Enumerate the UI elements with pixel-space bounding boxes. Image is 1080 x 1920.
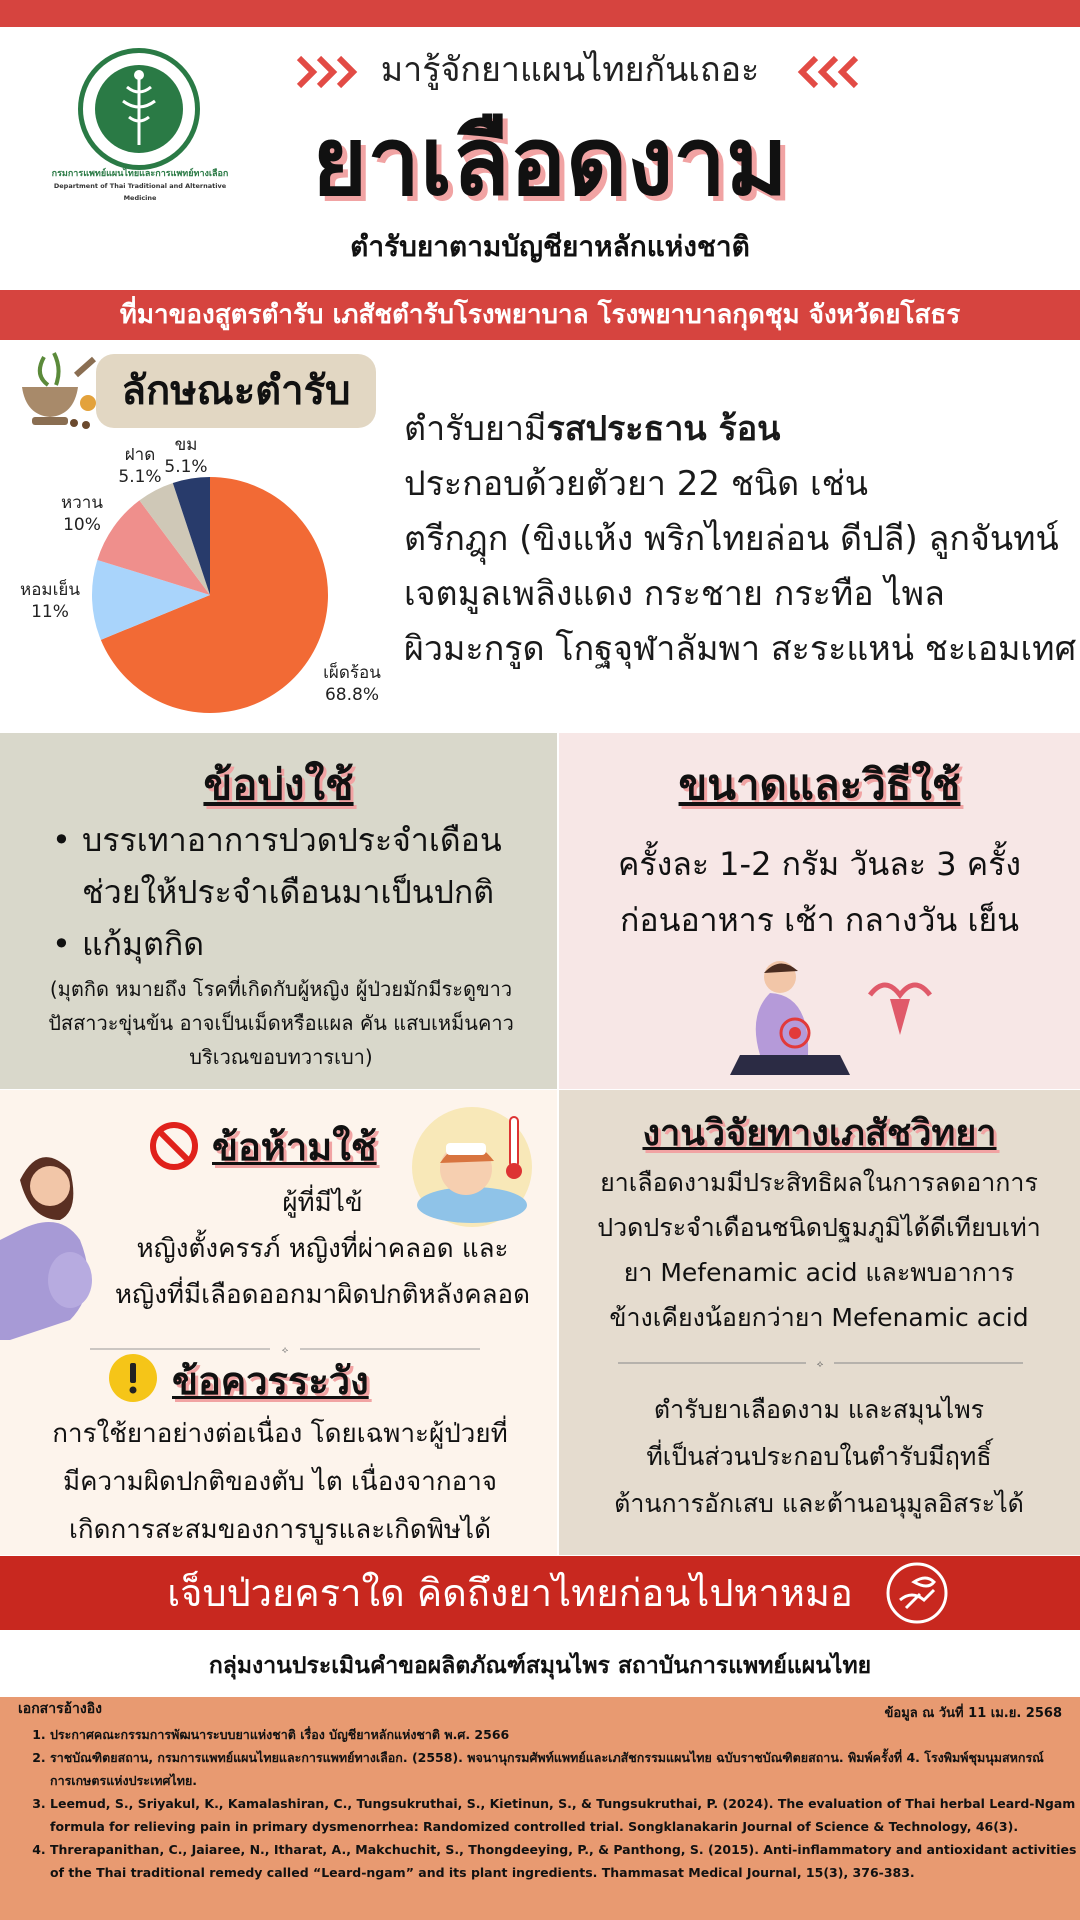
organization-name: กลุ่มงานประเมินคำขอผลิตภัณฑ์สมุนไพร สถาบันการแพทย์แผนไทย xyxy=(208,1653,872,1679)
pie-value-label: 68.8% xyxy=(324,685,380,705)
logo-caption xyxy=(40,168,240,204)
pie-value-label: 11% xyxy=(31,602,69,622)
characteristics-heading: ลักษณะตำรับ xyxy=(96,354,376,428)
indication-item: • บรรเทาอาการปวดประจำเดือน ช่วยให้ประจำเดือนมาเป็นปกติ xyxy=(52,814,552,918)
page-subtitle: มารู้จักยาแผนไทยกันเถอะ xyxy=(380,50,760,90)
references-list xyxy=(32,1723,1080,1884)
indications-list xyxy=(52,814,552,970)
research-paragraph-2 xyxy=(574,1386,1064,1527)
contra-line-3: หญิงที่มีเลือดออกมาผิดปกติหลังคลอด xyxy=(114,1280,531,1310)
contra-line-2: หญิงตั้งครรภ์ หญิงที่ผ่าคลอด และ xyxy=(136,1234,509,1264)
contra-line-1: ผู้ที่มีไข้ xyxy=(282,1188,363,1218)
precaution-line-3: เกิดการสะสมของการบูรและเกิดพิษได้ xyxy=(69,1515,491,1545)
pie-category-label: เผ็ดร้อน xyxy=(323,663,381,683)
ingredient-line-1: ประกอบด้วยตัวยา 22 ชนิด เช่น xyxy=(404,464,868,504)
research-line: ต้านการอักเสบ และต้านอนุมูลอิสระได้ xyxy=(614,1489,1024,1518)
logo-org-en: Department of Thai Traditional and Alternative Medicine xyxy=(53,182,227,202)
taste-pie-chart xyxy=(0,420,400,730)
pie-category-label: ขม xyxy=(174,435,198,455)
list-title: ตำรับยาตามบัญชียาหลักแห่งชาติ xyxy=(350,230,750,263)
data-date: ข้อมูล ณ วันที่ 11 เม.ย. 2568 xyxy=(884,1706,1062,1721)
research-line: ข้างเคียงน้อยกว่ายา Mefenamic acid xyxy=(609,1303,1029,1332)
research-line: ที่เป็นส่วนประกอบในตำรับมีฤทธิ์ xyxy=(646,1442,992,1471)
dosage-line-2: ก่อนอาหาร เช้า กลางวัน เย็น xyxy=(619,901,1020,939)
ministry-logo xyxy=(78,48,200,170)
pie-value-label: 10% xyxy=(63,515,101,535)
contraindications-text xyxy=(95,1180,550,1318)
slogan-text: เจ็บป่วยคราใด คิดถึงยาไทยก่อนไปหาหมอ xyxy=(167,1571,853,1615)
ingredient-line-2: ตรีกฎุก (ขิงแห้ง พริกไทยล่อน ดีปลี) ลูกจันทน์ xyxy=(404,519,1059,559)
dosage-heading: ขนาดและวิธีใช้ xyxy=(678,760,961,809)
precaution-line-1: การใช้ยาอย่างต่อเนื่อง โดยเฉพาะผู้ป่วยที่ xyxy=(52,1419,508,1449)
top-accent-bar xyxy=(0,0,1080,27)
hand-herb-icon xyxy=(884,1560,950,1626)
indications-heading: ข้อบ่งใช้ xyxy=(203,760,354,809)
prohibited-icon xyxy=(148,1120,200,1172)
research-line: ตำรับยาเลือดงาม และสมุนไพร xyxy=(653,1395,985,1424)
research-line: ปวดประจำเดือนชนิดปฐมภูมิได้ดีเทียบเท่า xyxy=(597,1213,1041,1242)
slogan-bar xyxy=(0,1556,1080,1630)
reference-item: 2. ราชบัณฑิตยสถาน, กรมการแพทย์แผนไทยและการแพทย์ทางเลือก. (2558). พจนานุกรมศัพท์แพทย์และเภสัชกรรมแผนไทย ฉบับราชบัณฑิตยสถาน. พิมพ์ครั้งที่ 4. โรงพิมพ์ชุมนุมสหกรณ์การเกษตรแห่งประเทศไทย. xyxy=(50,1746,1080,1792)
chevrons-left-icon xyxy=(790,52,860,92)
dosage-line-1: ครั้งละ 1-2 กรัม วันละ 3 ครั้ง xyxy=(617,845,1021,883)
research-paragraph-1 xyxy=(574,1160,1064,1340)
precaution-line-2: มีความผิดปกติของตับ ไต เนื่องจากอาจ xyxy=(62,1467,498,1497)
dosage-text xyxy=(559,836,1080,948)
contraindications-heading: ข้อห้ามใช้ xyxy=(212,1125,377,1169)
research-line: ยา Mefenamic acid และพบอาการ xyxy=(623,1258,1015,1287)
pregnant-woman-illustration xyxy=(0,1140,100,1350)
indications-note: (มุตกิด หมายถึง โรคที่เกิดกับผู้หญิง ผู้ป่วยมักมีระดูขาว ปัสสาวะขุ่นข้น อาจเป็นเม็ดหรือแผล คัน แสบเหม็นคาว บริเวณขอบทวารเบา) xyxy=(48,977,514,1069)
pie-category-label: หวาน xyxy=(61,493,103,513)
pie-value-label: 5.1% xyxy=(164,457,208,477)
taste-line: ตำรับยามีรสประธาน ร้อน xyxy=(404,409,781,449)
precautions-text xyxy=(20,1410,540,1554)
reference-item: 4. Threrapanithan, C., Jaiaree, N., Itharat, A., Makchuchit, S., Thongdeeying, P., & Panthong, S. (2015). Anti-inflammatory and antioxidant activities of the Thai traditional remedy called “Leard-ngam” and its plant ingredients. Thammasat Medical Journal, 15(3), 376-383. xyxy=(50,1838,1080,1884)
svg-text:⟡: ⟡ xyxy=(816,1359,824,1368)
svg-text:⟡: ⟡ xyxy=(281,1345,289,1354)
ingredient-line-3: เจตมูลเพลิงแดง กระชาย กระทือ ไพล xyxy=(404,574,945,614)
source-bar: ที่มาของสูตรตำรับ เภสัชตำรับโรงพยาบาล โรงพยาบาลกุดชุม จังหวัดยโสธร xyxy=(0,290,1080,340)
warning-icon xyxy=(108,1353,158,1403)
page-title: ยาเลือดงาม xyxy=(312,108,788,217)
precautions-heading: ข้อควรระวัง xyxy=(172,1359,369,1403)
menstrual-pain-illustration xyxy=(700,955,950,1085)
reference-item: 3. Leemud, S., Sriyakul, K., Kamalashiran, C., Tungsukruthai, S., Kietinun, S., & Tungsukruthai, P. (2024). The evaluation of Thai herbal Leard-Ngam formula for relieving pain in primary dysmenorrhea: Randomized controlled trial. Songklanakarin Journal of Science & Technology, 46(3). xyxy=(50,1792,1080,1838)
indication-item: • แก้มุตกิด xyxy=(52,918,552,970)
section-divider xyxy=(618,1358,1023,1368)
ingredient-line-4: ผิวมะกรูด โกฐจุฬาลัมพา สะระแหน่ ชะเอมเทศ xyxy=(404,629,1077,669)
research-line: ยาเลือดงามมีประสิทธิผลในการลดอาการ xyxy=(600,1168,1038,1197)
pie-category-label: ฝาด xyxy=(124,445,156,465)
pie-category-label: หอมเย็น xyxy=(19,580,81,600)
references-label: เอกสารอ้างอิง xyxy=(18,1701,102,1717)
research-heading: งานวิจัยทางเภสัชวิทยา xyxy=(642,1113,997,1154)
reference-item: 1. ประกาศคณะกรรมการพัฒนาระบบยาแห่งชาติ เรื่อง บัญชียาหลักแห่งชาติ พ.ศ. 2566 xyxy=(50,1723,1080,1746)
characteristics-description xyxy=(404,402,1077,677)
logo-org-th: กรมการแพทย์แผนไทยและการแพทย์ทางเลือก xyxy=(51,169,229,179)
pie-value-label: 5.1% xyxy=(118,467,162,487)
